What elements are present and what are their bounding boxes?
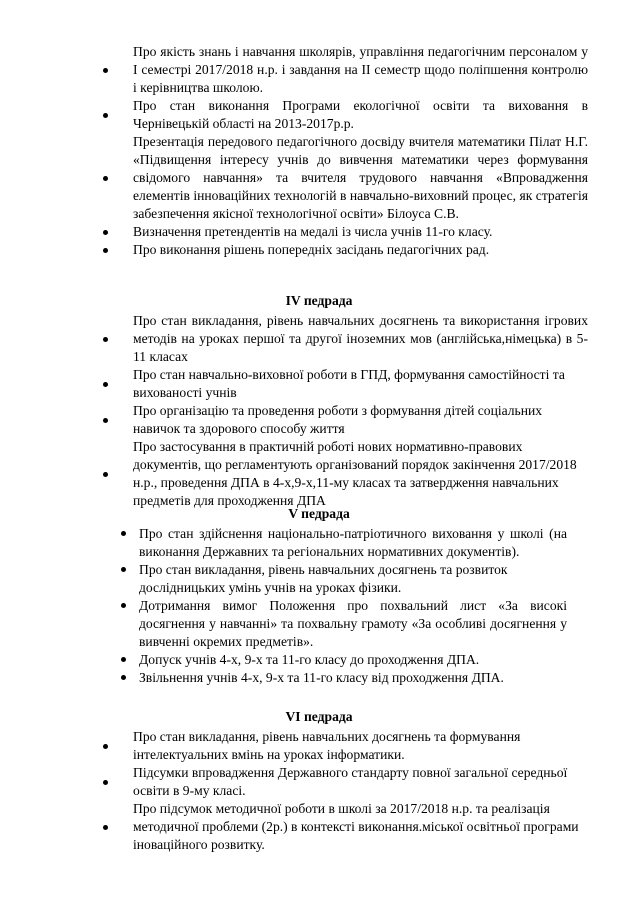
list-item	[0, 223, 638, 241]
bullet-icon	[103, 744, 108, 749]
list-item-text: Про стан здійснення національно-патріотичного виховання у школі (на виконання Державних та регіональних нормативних документів).	[139, 526, 567, 559]
list-item-text: Про стан навчально-виховної роботи в ГПД, формування самостійності та вихованості учнів	[133, 367, 565, 400]
list-item-text: Визначення претендентів на медалі із числа учнів 11-го класу.	[133, 224, 493, 239]
bullet-icon	[121, 657, 126, 662]
list-item	[0, 728, 638, 764]
list-item	[0, 438, 638, 510]
list-item	[0, 597, 638, 651]
list-item	[0, 241, 638, 259]
list-item	[0, 133, 638, 223]
bullet-icon	[103, 382, 108, 387]
bullet-icon	[103, 113, 108, 118]
list-item	[0, 43, 638, 97]
bullet-icon	[121, 531, 126, 536]
list-item	[0, 97, 638, 133]
section-iv-list	[0, 312, 638, 510]
section-heading: VI педрада	[285, 709, 353, 724]
list-item-text: Про стан викладання, рівень навчальних досягнень та розвиток дослідницьких умінь учнів на уроках фізики.	[139, 562, 508, 595]
bullet-icon	[103, 68, 108, 73]
bullet-icon	[103, 825, 108, 830]
section-vi-list	[0, 728, 638, 854]
list-item	[0, 525, 638, 561]
list-item	[0, 402, 638, 438]
section-top-list	[0, 43, 638, 259]
bullet-icon	[103, 337, 108, 342]
list-item-text: Про застосування в практичній роботі нових нормативно-правових документів, що регламентують організований порядок закінчення 2017/2018 н.р., проведення ДПА в 4-х,9-х,11-му класах та затвердження навчальних предметів для проходження ДПА	[133, 439, 577, 508]
list-item	[0, 800, 638, 854]
bullet-icon	[121, 603, 126, 608]
list-item-text: Про стан виконання Програми екологічної освіти та виховання в Чернівецькій області на 2013-2017р.р.	[133, 98, 588, 131]
list-item	[0, 651, 638, 669]
list-item-text: Підсумки впровадження Державного стандарту повної загальної середньої освіти в 9-му класі.	[133, 765, 568, 798]
section-v-list	[0, 525, 638, 687]
bullet-icon	[103, 472, 108, 477]
list-item-text: Презентація передового педагогічного досвіду вчителя математики Пілат Н.Г. «Підвищення інтересу учнів до вивчення математики через формування свідомого навчання» та вчителя трудового навчання «Впровадження елементів інноваційних технологій в навчально-виховний процес, як стратегія забезпечення якісної технологічної освіти» Білоуса С.В.	[133, 134, 588, 221]
list-item	[0, 561, 638, 597]
list-item-text: Про виконання рішень попередніх засідань педагогічних рад.	[133, 242, 490, 257]
section-heading: IV педрада	[285, 293, 353, 308]
bullet-icon	[103, 230, 108, 235]
list-item-text: Про якість знань і навчання школярів, управління педагогічним персоналом у І семестрі 2017/2018 н.р. і завдання на ІІ семестр щодо поліпшення контролю і керівництва школою.	[133, 44, 588, 95]
list-item-text: Про організацію та проведення роботи з формування дітей соціальних навичок та здорового способу життя	[133, 403, 543, 436]
bullet-icon	[103, 176, 108, 181]
list-item	[0, 312, 638, 366]
list-item	[0, 669, 638, 687]
list-item-text: Про підсумок методичної роботи в школі за 2017/2018 н.р. та реалізація методичної проблеми (2р.) в контексті виконання.міської освітньої програми іноваційного розвитку.	[133, 801, 579, 852]
bullet-icon	[121, 675, 126, 680]
list-item-text: Про стан викладання, рівень навчальних досягнень та формування інтелектуальних вмінь на уроках інформатики.	[133, 729, 521, 762]
bullet-icon	[103, 418, 108, 423]
list-item	[0, 764, 638, 800]
list-item-text: Допуск учнів 4-х, 9-х та 11-го класу до проходження ДПА.	[139, 652, 480, 667]
list-item-text: Звільнення учнів 4-х, 9-х та 11-го класу від проходження ДПА.	[139, 670, 504, 685]
bullet-icon	[103, 780, 108, 785]
list-item-text: Дотримання вимог Положення про похвальний лист «За високі досягнення у навчанні» та похвальну грамоту «За особливі досягнення у вивченні окремих предметів».	[139, 598, 567, 649]
list-item-text: Про стан викладання, рівень навчальних досягнень та використання ігрових методів на уроках першої та другої іноземних мов (англійська,німецька) в 5-11 класах	[133, 313, 588, 364]
section-heading: V педрада	[288, 506, 350, 521]
list-item	[0, 366, 638, 402]
bullet-icon	[103, 248, 108, 253]
bullet-icon	[121, 567, 126, 572]
